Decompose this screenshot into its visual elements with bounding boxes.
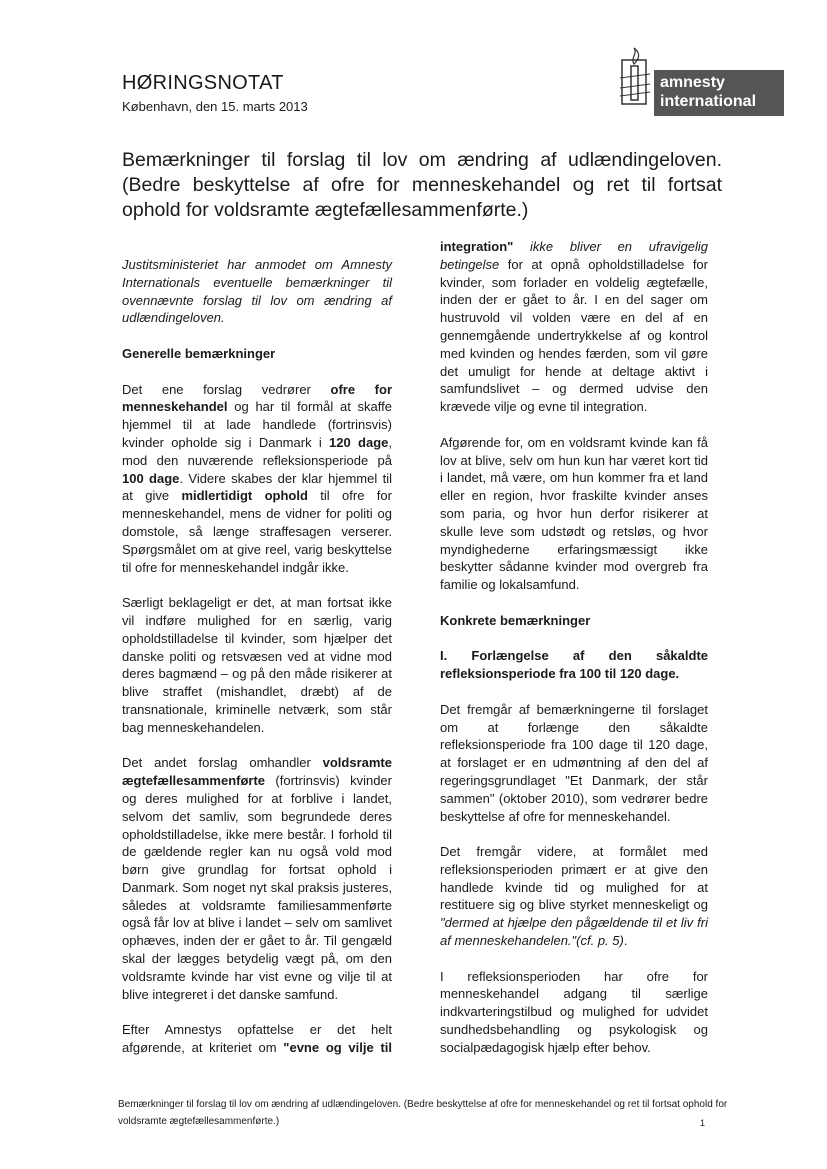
document-heading: Bemærkninger til forslag til lov om ændring af udlændingeloven. (Bedre beskyttelse af ofre for menneskehandel og ret til fortsat ophold for voldsramte ægtefællesammenførte.): [122, 149, 722, 221]
paragraph-trafficking-proposal: Det ene forslag vedrører ofre for menneskehandel og har til formål at skaffe hjemmel til at lade handlede (fortrinsvis) kvinder opholde sig i Danmark i 120 dage, mod den nuværende refleksionsperiode på 100 dage. Videre skabes der klar hjemmel til at give midlertidigt ophold til ofre for menneskehandel, mens de vidner for politi og domstole, så længe straffesagen verserer. Spørgsmålet om at give reel, varig beskyttelse til ofre for menneskehandel indgår ikke.: [122, 381, 392, 575]
page-footer: Bemærkninger til forslag til lov om ændring af udlændingeloven. (Bedre beskyttelse af ofre for menneskehandel og ret til fortsat ophold for voldsramte ægtefællesammenførte.): [118, 1099, 728, 1127]
paragraph-government-basis: Det fremgår af bemærkningerne til forslaget om at forlænge den såkaldte refleksionsperiode fra 100 dage til 120 dage, at forslaget er en udmøntning af den del af regeringsgrundlaget "Et Danmark, der står sammen" (oktober 2010), som vedrører bedre beskyttelse af ofre for menneskehandel.: [440, 701, 708, 824]
page-number: 1: [700, 1118, 706, 1128]
document-title: HØRINGSNOTAT: [122, 72, 284, 94]
section-title-concrete: Konkrete bemærkninger: [440, 612, 591, 628]
logo-text-line1: amnesty: [660, 74, 725, 91]
intro-paragraph: Justitsministeriet har anmodet om Amnesty Internationals eventuelle bemærkninger til ovennævnte forslag til lov om ændring af udlændingeloven.: [122, 257, 392, 326]
paragraph-reflection-access: I refleksionsperioden har ofre for menneskehandel adgang til særlige indkvarteringstilbud og mulighed for udvidet sundhedsbehandling og psykologisk og socialpædagogisk hjælp efter behov.: [440, 968, 708, 1055]
document-date: København, den 15. marts 2013: [122, 99, 308, 114]
right-column: [440, 238, 708, 1074]
paragraph-integration: integration" ikke bliver en ufravigelig betingelse for at opnå opholdstilladelse for kvinder, som forlader en voldelig ægtefælle, inden der er gået to år. I en del sager om hustruvold vil volden være en del af en gennemgående undertrykkelse af og kontrol med kvinden og hendes færden, som vil gøre det umuligt for hende at deltage aktivt i samfundslivet – og dermed udvise den krævede vilje og evne til integration.: [440, 239, 708, 415]
section-title-general: Generelle bemærkninger: [122, 345, 276, 361]
paragraph-spouses-proposal: Det andet forslag omhandler voldsramte ægtefællesammenførte (fortrinsvis) kvinder og deres mulighed for at forblive i landet, selvom det samliv, som begrundede deres opholdstilladelse, ikke mere består. I forhold til de gældende regler kan nu også vold mod børn give grundlag for fortsat ophold i Danmark. Som noget nyt skal praksis justeres, således at voldsramte familiesammenførte også får lov at blive i landet – selv om samlivet ophæves, inden der er gået to år. Til gengæld skal der lægges betydelig vægt på, om den voldsramte kvinde har vist evne og vilje til at blive integreret i det danske samfund.: [122, 755, 392, 1002]
paragraph-regrettable: Særligt beklageligt er det, at man fortsat ikke vil indføre mulighed for en særlig, varig opholdstilladelse til kvinder, som hjælper det danske politi og retsvæsen ved at vidne mod deres bagmænd – og på den måde risikerer at blive straffet (mishandlet, dræbt) af de transnationale, kriminelle netværk, som står bag menneskehandelen.: [122, 595, 392, 735]
amnesty-logo: [618, 44, 784, 118]
paragraph-purpose: Det fremgår videre, at formålet med refleksionsperioden primært er at give den handlede kvinde tid og mulighed for at restituere sig og blive styrket menneskeligt og "dermed at hjælpe den pågældende til et liv fri af menneskehandelen."(cf. p. 5).: [440, 844, 708, 949]
candle-barbed-wire-icon: [618, 44, 658, 118]
left-column: [122, 256, 392, 1075]
subsection-title-reflection: I. Forlængelse af den såkaldte refleksionsperiode fra 100 til 120 dage.: [440, 648, 708, 682]
paragraph-decisive: Afgørende for, om en voldsramt kvinde kan få lov at blive, selv om hun kun har været kort tid i landet, må være, om hun kommer fra et land eller en region, hvor fraskilte kvinder anses som paria, og hvor hun derfor risikerer at skulle leve som udstødt og retsløs, og hvor myndighederne erfaringsmæssigt ikke beskytter sådanne kvinder mod overgreb fra familie og lokalsamfund.: [440, 434, 708, 593]
paragraph-amnesty-opinion: Efter Amnestys opfattelse er det helt afgørende, at kriteriet om "evne og vilje til: [122, 1022, 392, 1056]
logo-text-line2: international: [660, 93, 757, 110]
